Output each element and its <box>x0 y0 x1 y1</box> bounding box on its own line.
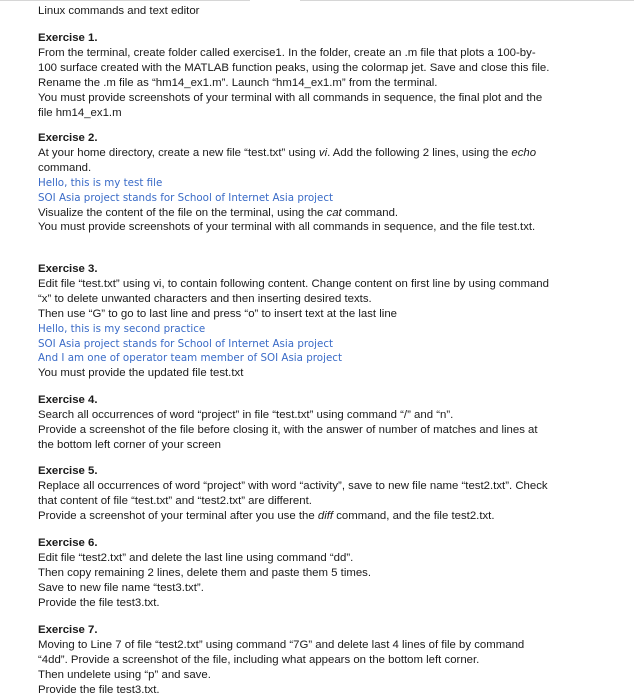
exercise-2-sample-line-1: Hello, this is my test file <box>38 176 163 189</box>
exercise-5-line-3-a: Provide a screenshot of your terminal after you use the <box>38 509 318 522</box>
exercise-1-line-3: Rename the .m file as “hm14_ex1.m”. Launch “hm14_ex1.m” from the terminal. <box>38 76 438 89</box>
exercise-5 <box>38 464 598 524</box>
exercise-4-line-3: the bottom left corner of your screen <box>38 438 221 451</box>
exercise-2-line-1-a: At your home directory, create a new file “test.txt” using <box>38 146 319 159</box>
exercise-3-line-2: “x” to delete unwanted characters and then inserting desired texts. <box>38 292 372 305</box>
exercise-1-line-5: file hm14_ex1.m <box>38 106 122 119</box>
exercise-2-vi-term: vi <box>318 146 328 159</box>
exercise-3-sample-line-1: Hello, this is my second practice <box>38 322 206 335</box>
exercise-4-heading: Exercise 4. <box>38 394 98 406</box>
exercise-2-line-2: command. <box>38 161 92 174</box>
exercise-6-line-1: Edit file “test2.txt” and delete the last line using command “dd”. <box>38 551 354 564</box>
exercise-5-line-1: Replace all occurrences of word “project” with word “activity”, save to new file name “test2.txt”. Check <box>38 479 548 492</box>
exercise-2-line-1-c: . Add the following 2 lines, using the <box>327 146 512 159</box>
exercise-4-line-1: Search all occurrences of word “project” in file “test.txt” using command “/” and “n”. <box>38 408 454 421</box>
exercise-1-line-2: 100 surface created with the MATLAB function peaks, using the colormap jet. Save and close this file. <box>38 61 550 74</box>
exercise-3 <box>38 262 598 381</box>
exercise-2 <box>38 131 598 235</box>
exercise-2-line-4: You must provide screenshots of your terminal with all commands in sequence, and the file test.txt. <box>38 221 536 234</box>
exercise-2-heading: Exercise 2. <box>38 132 98 144</box>
exercise-1-heading: Exercise 1. <box>38 32 98 44</box>
exercise-1-line-4: You must provide screenshots of your terminal with all commands in sequence, the final plot and the <box>38 91 543 104</box>
exercise-3-sample-line-3: And I am one of operator team member of SOI Asia project <box>38 352 342 365</box>
exercise-3-line-4: You must provide the updated file test.txt <box>38 367 244 380</box>
exercise-2-line-3-c: command. <box>341 206 399 219</box>
exercise-2-sample-line-2: SOI Asia project stands for School of Internet Asia project <box>38 191 334 204</box>
exercise-5-line-2: that content of file “test.txt” and “test2.txt” are different. <box>38 494 312 507</box>
exercise-3-line-3: Then use “G” to go to last line and press “o” to insert text at the last line <box>38 307 397 320</box>
exercise-2-cat-term: cat <box>326 206 342 219</box>
exercise-7-line-1: Moving to Line 7 of file “test2.txt” using command “7G” and delete last 4 lines of file by command <box>38 638 525 651</box>
exercise-2-echo-term: echo <box>511 146 537 159</box>
exercise-7 <box>38 623 598 698</box>
exercise-6-line-2: Then copy remaining 2 lines, delete them and paste them 5 times. <box>38 566 372 579</box>
exercise-7-line-3: Then undelete using “p” and save. <box>38 668 211 681</box>
document-title: Linux commands and text editor <box>38 5 200 17</box>
top-edge-rule-right <box>300 0 634 1</box>
exercise-1-line-1: From the terminal, create folder called exercise1. In the folder, create an .m file that plots a 100-by- <box>38 46 536 59</box>
exercise-2-line-3-a: Visualize the content of the file on the terminal, using the <box>38 206 327 219</box>
exercise-3-line-1: Edit file “test.txt” using vi, to contain following content. Change content on first line by using command <box>38 277 549 290</box>
exercise-6-line-3: Save to new file name “test3.txt”. <box>38 581 204 594</box>
exercise-5-line-3-c: command, and the file test2.txt. <box>333 509 495 522</box>
exercise-2-line-1 <box>38 146 598 161</box>
exercise-5-diff-term: diff <box>317 509 334 522</box>
exercise-5-line-3 <box>38 509 598 524</box>
exercise-1 <box>38 31 598 120</box>
exercise-3-sample-line-2: SOI Asia project stands for School of Internet Asia project <box>38 337 334 350</box>
exercise-6-heading: Exercise 6. <box>38 537 98 549</box>
page-top-edge <box>0 0 634 2</box>
exercise-7-heading: Exercise 7. <box>38 624 98 636</box>
top-edge-rule-left <box>0 0 250 1</box>
exercise-2-line-3 <box>38 206 598 221</box>
exercise-7-line-4: Provide the file test3.txt. <box>38 683 160 696</box>
exercise-3-heading: Exercise 3. <box>38 263 98 275</box>
exercise-7-line-2: “4dd”. Provide a screenshot of the file, including what appears on the bottom left corner. <box>38 653 480 666</box>
exercise-5-heading: Exercise 5. <box>38 465 98 477</box>
exercise-4-line-2: Provide a screenshot of the file before closing it, with the answer of number of matches and lines at <box>38 423 538 436</box>
exercise-4 <box>38 393 598 453</box>
exercise-6 <box>38 536 598 611</box>
exercise-6-line-4: Provide the file test3.txt. <box>38 596 160 609</box>
